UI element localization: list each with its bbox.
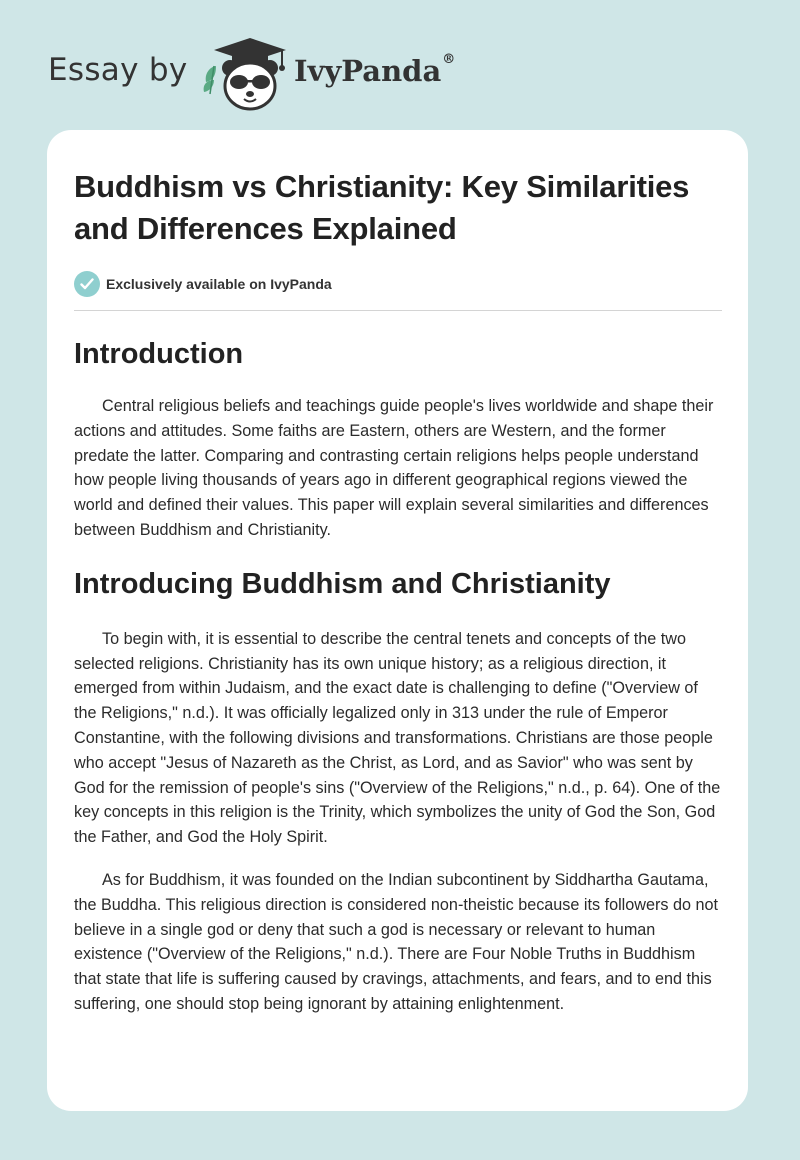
exclusive-label: Exclusively available on IvyPanda <box>106 276 332 292</box>
section-heading-introducing: Introducing Buddhism and Christianity <box>74 567 611 600</box>
paragraph: As for Buddhism, it was founded on the Indian subcontinent by Siddhartha Gautama, the Buddha. This religious direction is considered non-theistic because its followers do not believe in a single god or deny that such a god is necessary or relevant to human existence ("Overview of the Religions," n.d.). There are Four Noble Truths in Buddhism that state that life is suffering caused by cravings, attachments, and fears, and to end this suffering, one should stop being ignorant by attaining enlightenment. <box>74 870 718 1013</box>
registered-mark: ® <box>442 52 456 67</box>
exclusive-badge <box>74 270 722 298</box>
site-header <box>48 36 748 116</box>
brand-prefix: Essay by <box>48 52 188 88</box>
article-title: Buddhism vs Christianity: Key Similarities and Differences Explained <box>74 169 690 246</box>
brand-name-text: IvyPanda <box>294 54 442 88</box>
panda-graduate-icon[interactable] <box>200 36 290 112</box>
brand-name[interactable] <box>294 54 455 88</box>
paragraph: Central religious beliefs and teachings guide people's lives worldwide and shape their actions and attitudes. Some faiths are Eastern, others are Western, and the former predate the latter. Comparing and contrasting certain religions helps people understand how people living thousands of years ago in different geographical regions viewed the world and defined their values. This paper will explain several similarities and differences between Buddhism and Christianity. <box>74 397 714 539</box>
paragraph: To begin with, it is essential to describe the central tenets and concepts of the two selected religions. Christianity has its own unique history; as a religious direction, it emerged from within Judaism, and the exact date is challenging to define ("Overview of the Religions," n.d.). It was officially legalized only in 313 under the rule of Emperor Constantine, with the following divisions and transformations. Christians are those people who accept "Jesus of Nazareth as the Christ, as Lord, and as Savior" who was sent by God for the remission of people's sins ("Overview of the Religions," n.d., p. 64). One of the key concepts in this religion is the Trinity, which symbolizes the unity of God the Son, God the Father, and God the Holy Spirit. <box>74 629 721 847</box>
section-heading-introduction: Introduction <box>74 338 244 370</box>
check-icon <box>74 271 100 297</box>
title-divider <box>74 310 722 311</box>
article-card <box>47 130 748 1111</box>
